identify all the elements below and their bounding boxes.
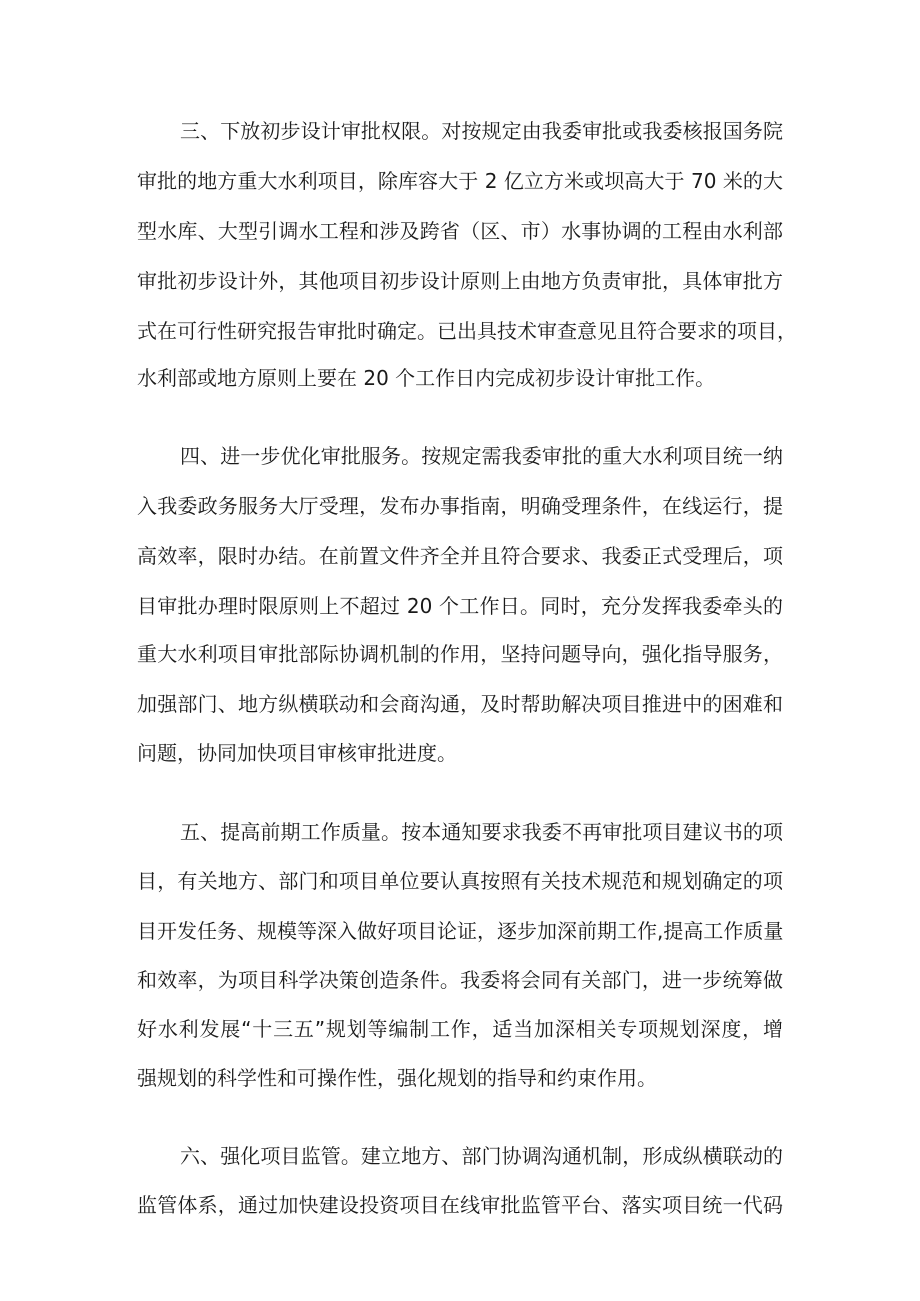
text-line: 监管体系，通过加快建设投资项目在线审批监管平台、落实项目统一代码 [137,1193,783,1217]
text-line: 五、提高前期工作质量。按本通知要求我委不再审批项目建议书的项 [180,820,783,844]
text-line: 和效率，为项目科学决策创造条件。我委将会同有关部门，进一步统筹做 [137,968,783,992]
text-line: 重大水利项目审批部际协调机制的作用，坚持问题导向，强化指导服务， [137,642,783,666]
text-line: 加强部门、地方纵横联动和会商沟通，及时帮助解决项目推进中的困难和 [137,692,783,716]
text-line: 目，有关地方、部门和项目单位要认真按照有关技术规范和规划确定的项 [137,869,783,893]
text-line: 六、强化项目监管。建立地方、部门协调沟通机制，形成纵横联动的 [180,1144,783,1168]
text-line: 型水库、大型引调水工程和涉及跨省（区、市）水事协调的工程由水利部 [137,219,783,243]
text-line: 好水利发展“十三五”规划等编制工作，适当加深相关专项规划深度，增 [137,1017,783,1041]
text-line: 三、下放初步设计审批权限。对按规定由我委审批或我委核报国务院 [180,119,783,143]
text-line: 式在可行性研究报告审批时确定。已出具技术审查意见且符合要求的项目， [137,319,797,343]
text-line: 强规划的科学性和可操作性，强化规划的指导和约束作用。 [137,1066,657,1090]
text-line: 四、进一步优化审批服务。按规定需我委审批的重大水利项目统一纳 [180,444,783,468]
text-line: 目开发任务、规模等深入做好项目论证，逐步加深前期工作,提高工作质量 [137,919,784,943]
text-line: 入我委政务服务大厅受理，发布办事指南，明确受理条件，在线运行，提 [137,494,783,518]
text-line: 高效率，限时办结。在前置文件齐全并且符合要求、我委正式受理后，项 [137,544,783,568]
text-line: 目审批办理时限原则上不超过 20 个工作日。同时，充分发挥我委牵头的 [137,594,783,618]
text-line: 水利部或地方原则上要在 20 个工作日内完成初步设计审批工作。 [137,366,716,390]
text-line: 审批的地方重大水利项目，除库容大于 2 亿立方米或坝高大于 70 米的大 [137,169,783,193]
text-line: 问题，协同加快项目审核审批进度。 [137,741,457,765]
text-line: 审批初步设计外，其他项目初步设计原则上由地方负责审批，具体审批方 [137,269,783,293]
